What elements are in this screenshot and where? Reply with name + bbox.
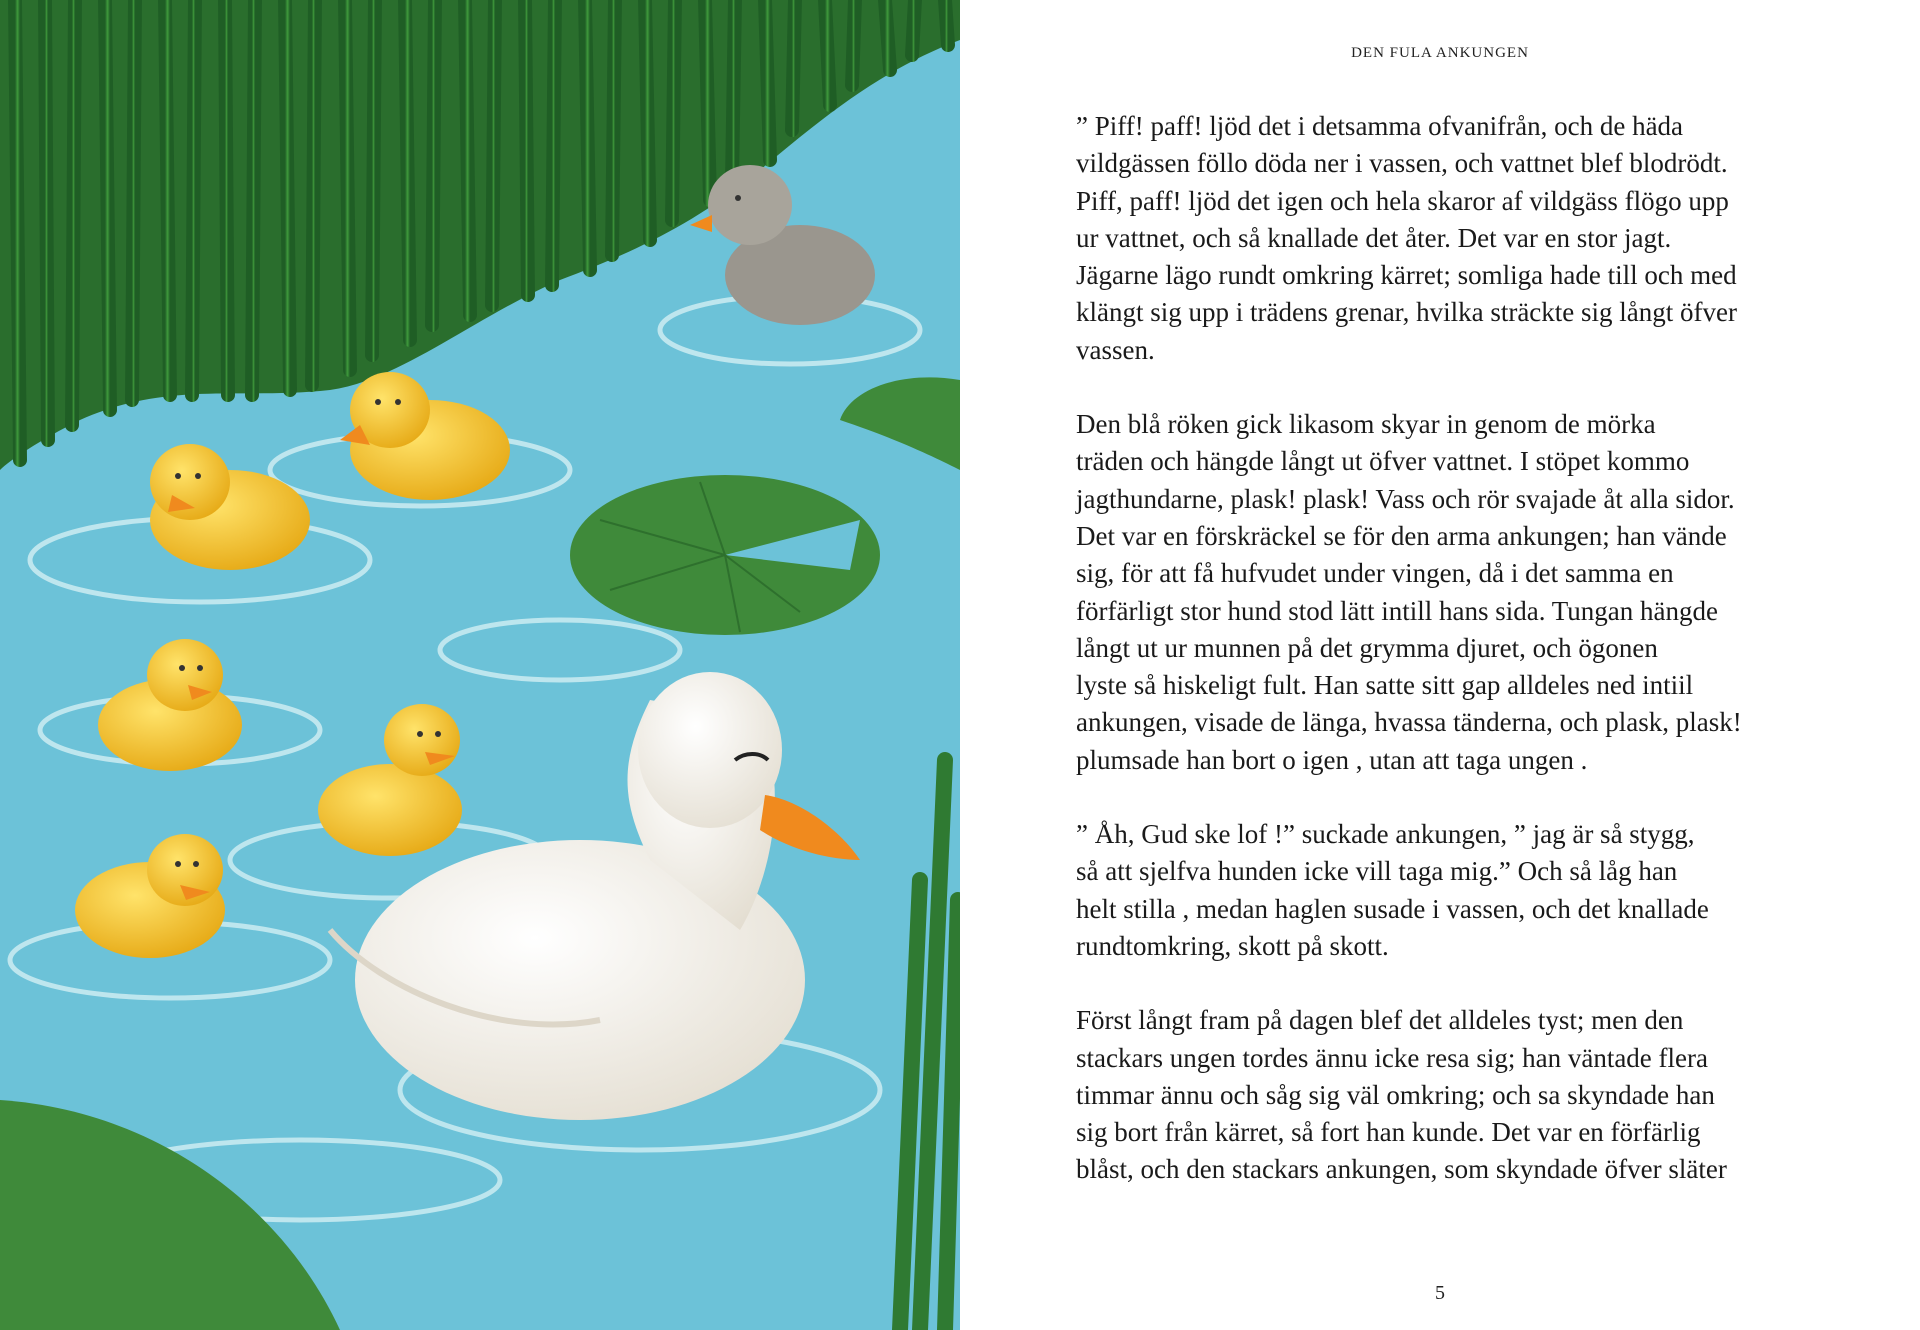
text-line: långt ut ur munnen på det grymma djuret, och ögonen: [1076, 632, 1658, 663]
text-line: timmar ännu och såg sig väl omkring; och sa skyndade han: [1076, 1079, 1715, 1110]
text-line: rundtomkring, skott på skott.: [1076, 930, 1389, 961]
text-line: jagthundarne, plask! plask! Vass och rör svajade åt alla sidor.: [1076, 483, 1735, 514]
paragraph: [1076, 1002, 1876, 1188]
text-line: ” Piff! paff! ljöd det i detsamma ofvanifrån, och de häda: [1076, 111, 1684, 141]
text-line: ankungen, visade de länga, hvassa tänderna, och plask, plask!: [1076, 707, 1742, 738]
text-line: Först långt fram på dagen blef det alldeles tyst; men den: [1076, 1005, 1684, 1036]
text-line: träden och hängde långt ut öfver vattnet. I stöpet kommo: [1076, 446, 1690, 477]
text-line: Jägarne lägo rundt omkring kärret; somliga hade till och med: [1076, 260, 1737, 291]
page-number: 5: [1435, 1282, 1445, 1304]
paragraph: [1076, 816, 1876, 965]
text-line: så att sjelfva hunden icke vill taga mig.” Och så låg han: [1076, 856, 1678, 887]
text-line: ur vattnet, och så knallade det åter. Det var en stor jagt.: [1076, 222, 1672, 253]
paragraph: [1076, 108, 1876, 369]
text-line: ” Åh, Gud ske lof !” suckade ankungen, ” jag är så stygg,: [1076, 819, 1695, 850]
text-line: sig, för att få hufvudet under vingen, då i det samma en: [1076, 558, 1674, 589]
text-line: plumsade han bort o igen , utan att taga ungen .: [1076, 744, 1588, 775]
text-line: stackars ungen tordes ännu icke resa sig; han väntade flera: [1076, 1042, 1708, 1073]
text-line: Den blå röken gick likasom skyar in genom de mörka: [1076, 409, 1656, 440]
text-line: vassen.: [1076, 334, 1155, 365]
text-line: sig bort från kärret, så fort han kunde. Det var en förfärlig: [1076, 1117, 1701, 1148]
paragraph: [1076, 406, 1876, 779]
body-text: [1076, 108, 1876, 1226]
running-head: DEN FULA ANKUNGEN: [1351, 45, 1529, 61]
text-line: Piff, paff! ljöd det igen och hela skaror af vildgäss flögo upp: [1076, 185, 1729, 216]
text-line: vildgässen föllo döda ner i vassen, och vattnet blef blodrödt.: [1076, 148, 1728, 179]
text-line: klängt sig upp i trädens grenar, hvilka sträckte sig långt öfver: [1076, 297, 1737, 328]
text-line: förfärligt stor hund stod lätt intill hans sida. Tungan hängde: [1076, 595, 1718, 626]
text-line: helt stilla , medan haglen susade i vassen, och det knallade: [1076, 893, 1709, 924]
text-line: lyste så hiskeligt fult. Han satte sitt gap alldeles ned intiil: [1076, 670, 1694, 701]
text-line: blåst, och den stackars ankungen, som skyndade öfver släter: [1076, 1154, 1727, 1185]
text-line: Det var en förskräckel se för den arma ankungen; han vände: [1076, 520, 1727, 551]
text-page: [960, 0, 1920, 1330]
